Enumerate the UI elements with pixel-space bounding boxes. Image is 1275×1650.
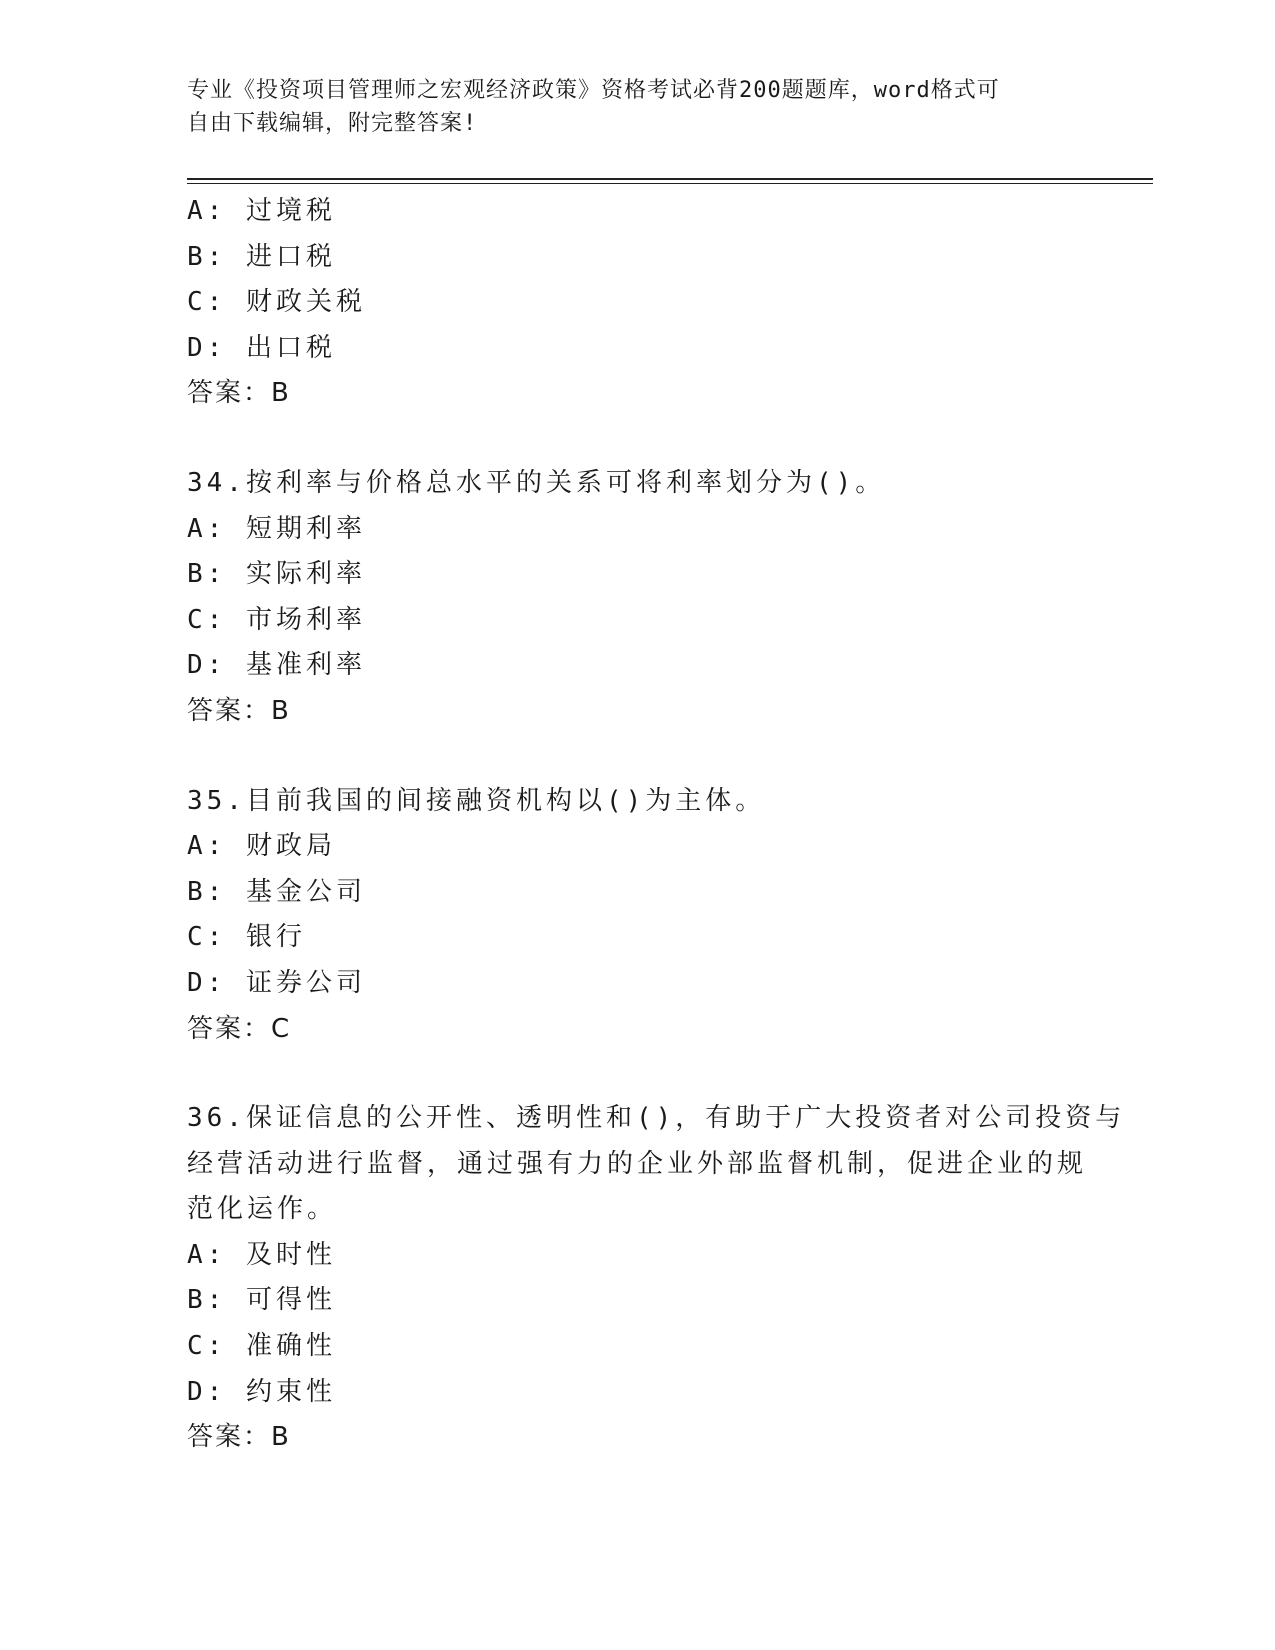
question-content <box>187 189 1126 1461</box>
option-d: D: 出口税 <box>187 332 336 363</box>
document-header <box>187 74 1067 140</box>
question-text-line-1: 36.保证信息的公开性、透明性和()，有助于广大投资者对公司投资与 <box>187 1103 1126 1134</box>
answer-line: 答案：C <box>187 1013 292 1044</box>
option-c: C: 银行 <box>187 922 306 953</box>
option-b: B: 进口税 <box>187 241 336 272</box>
option-d: D: 基准利率 <box>187 650 366 681</box>
answer-line: 答案：B <box>187 695 291 726</box>
continued-question-block <box>187 189 1087 417</box>
question-35 <box>187 779 1087 1053</box>
option-b: B: 实际利率 <box>187 559 366 590</box>
question-text: 35.目前我国的间接融资机构以()为主体。 <box>187 785 766 816</box>
answer-line: 答案：B <box>187 1422 291 1453</box>
header-divider-bottom <box>187 183 1153 184</box>
option-b: B: 可得性 <box>187 1285 336 1316</box>
option-d: D: 约束性 <box>187 1376 336 1407</box>
header-divider-top <box>187 178 1153 180</box>
question-34 <box>187 461 1087 735</box>
option-a: A: 财政局 <box>187 831 336 862</box>
answer-line: 答案：B <box>187 378 291 409</box>
question-gap <box>187 735 1087 779</box>
question-text: 34.按利率与价格总水平的关系可将利率划分为()。 <box>187 467 886 498</box>
option-b: B: 基金公司 <box>187 876 366 907</box>
header-line-1: 专业《投资项目管理师之宏观经济政策》资格考试必背200题题库，word格式可 <box>187 78 1000 103</box>
header-line-2: 自由下载编辑，附完整答案! <box>187 111 478 136</box>
question-text-line-3: 范化运作。 <box>187 1194 338 1225</box>
question-gap <box>187 1052 1087 1096</box>
option-d: D: 证券公司 <box>187 967 366 998</box>
option-a: A: 过境税 <box>187 196 336 226</box>
option-a: A: 及时性 <box>187 1239 336 1270</box>
option-a: A: 短期利率 <box>187 513 366 544</box>
option-c: C: 市场利率 <box>187 604 366 635</box>
question-text-line-2: 经营活动进行监督，通过强有力的企业外部监督机制，促进企业的规 <box>187 1148 1088 1179</box>
option-c: C: 准确性 <box>187 1331 336 1362</box>
question-36 <box>187 1096 1126 1461</box>
question-gap <box>187 417 1087 461</box>
option-c: C: 财政关税 <box>187 287 366 318</box>
